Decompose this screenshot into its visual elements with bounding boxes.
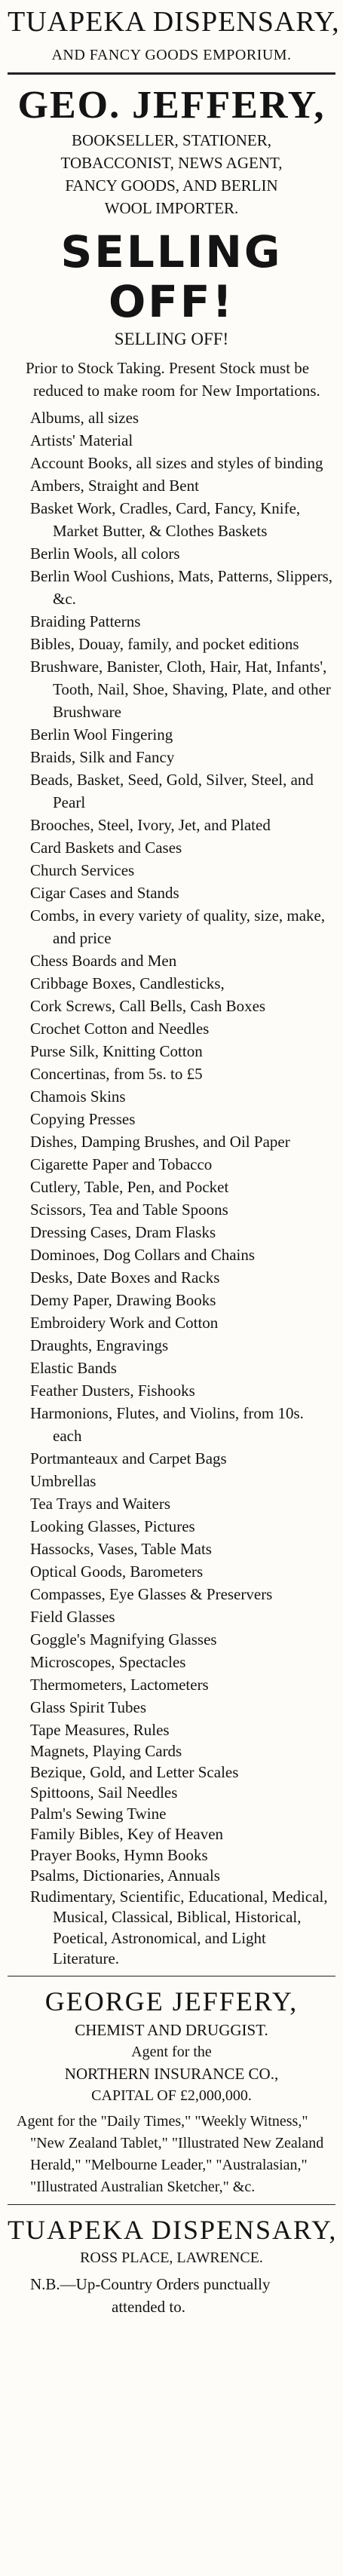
list-item: Concertinas, from 5s. to £5: [30, 1065, 203, 1083]
proprietor-line: TOBACCONIST, NEWS AGENT,: [60, 154, 283, 172]
goods-list-continued: [8, 1741, 335, 1970]
header-title: TUAPEKA DISPENSARY,: [8, 6, 340, 38]
list-item: Cigarette Paper and Tobacco: [30, 1155, 213, 1173]
list-item: Glass Spirit Tubes: [30, 1698, 147, 1716]
footer-title: TUAPEKA DISPENSARY,: [8, 2214, 338, 2245]
list-item: Tape Measures, Rules: [30, 1721, 170, 1739]
list-item: Desks, Date Boxes and Racks: [30, 1268, 220, 1286]
sale-intro: Prior to Stock Taking. Present Stock must be reduced to make room for New Importations.: [26, 359, 320, 400]
list-item: Ambers, Straight and Bent: [30, 477, 199, 495]
sale-subline: SELLING OFF!: [114, 330, 229, 348]
list-item: Goggle's Magnifying Glasses: [30, 1630, 217, 1648]
header-subtitle: AND FANCY GOODS EMPORIUM.: [51, 47, 292, 63]
list-item: Field Glasses: [30, 1608, 115, 1626]
list-item: Microscopes, Spectacles: [30, 1653, 186, 1671]
list-item: Crochet Cotton and Needles: [30, 1020, 210, 1038]
list-item: Berlin Wool Fingering: [30, 725, 173, 744]
list-item: Optical Goods, Barometers: [30, 1562, 204, 1581]
divider: [8, 72, 335, 75]
sale-headline: SELLING OFF!: [60, 226, 283, 327]
list-item: Compasses, Eye Glasses & Preservers: [30, 1585, 273, 1603]
footer-address: ROSS PLACE, LAWRENCE.: [80, 2249, 263, 2266]
insurance-capital: CAPITAL OF £2,000,000.: [91, 2087, 252, 2104]
list-item: Copying Presses: [30, 1110, 136, 1128]
list-item: Psalms, Dictionaries, Annuals: [30, 1866, 220, 1884]
list-item: Magnets, Playing Cards: [30, 1742, 182, 1760]
list-item: Basket Work, Cradles, Card, Fancy, Knife, Market Butter, & Clothes Baskets: [30, 499, 301, 540]
list-item: Hassocks, Vases, Table Mats: [30, 1540, 212, 1558]
list-item: Prayer Books, Hymn Books: [30, 1845, 208, 1864]
footer-note: N.B.—Up-Country Orders punctually: [30, 2274, 271, 2293]
list-item: Combs, in every variety of quality, size, make, and price: [30, 906, 326, 947]
list-item: Purse Silk, Knitting Cotton: [30, 1042, 203, 1060]
advertisement: [0, 5, 343, 2576]
list-item: Demy Paper, Drawing Books: [30, 1291, 216, 1309]
list-item: Family Bibles, Key of Heaven: [30, 1825, 224, 1843]
list-item: Brooches, Steel, Ivory, Jet, and Plated: [30, 816, 271, 834]
list-item: Harmonions, Flutes, and Violins, from 10s. each: [30, 1404, 304, 1445]
footer-note-continued: attended to.: [112, 2297, 185, 2316]
list-item: Bibles, Douay, family, and pocket editions: [30, 635, 299, 653]
list-item: Looking Glasses, Pictures: [30, 1517, 195, 1535]
list-item: Portmanteaux and Carpet Bags: [30, 1449, 227, 1467]
list-item: Palm's Sewing Twine: [30, 1804, 167, 1823]
list-item: Cutlery, Table, Pen, and Pocket: [30, 1178, 229, 1196]
list-item: Cork Screws, Call Bells, Cash Boxes: [30, 997, 266, 1015]
list-item: Church Services: [30, 861, 135, 879]
list-item: Tea Trays and Waiters: [30, 1495, 171, 1513]
list-item: Beads, Basket, Seed, Gold, Silver, Steel, and Pearl: [30, 771, 314, 811]
proprietor-name: GEO. JEFFERY,: [17, 84, 326, 127]
list-item: Thermometers, Lactometers: [30, 1676, 209, 1694]
list-item: Chess Boards and Men: [30, 952, 177, 970]
goods-list: [8, 406, 335, 1741]
proprietor-lines: [8, 129, 335, 219]
list-item: Card Baskets and Cases: [30, 839, 182, 857]
list-item: Artists' Material: [30, 431, 133, 449]
list-item: Elastic Bands: [30, 1359, 117, 1377]
list-item: Chamois Skins: [30, 1087, 126, 1106]
list-item: Braiding Patterns: [30, 612, 141, 630]
footer-role: CHEMIST AND DRUGGIST.: [75, 2020, 268, 2039]
agent-for-label: Agent for the: [131, 2043, 212, 2060]
list-item: Rudimentary, Scientific, Educational, Medical, Musical, Classical, Biblical, Historical, Poetical, Astronomical, and Light Literature.: [30, 1887, 328, 1967]
list-item: Umbrellas: [30, 1472, 96, 1490]
list-item: Bezique, Gold, and Letter Scales: [30, 1762, 239, 1781]
list-item: Brushware, Banister, Cloth, Hair, Hat, Infants', Tooth, Nail, Shoe, Shaving, Plate, and other Brushware: [30, 658, 331, 721]
list-item: Berlin Wools, all colors: [30, 544, 180, 563]
proprietor-line: FANCY GOODS, AND BERLIN: [65, 176, 278, 195]
newspaper-agent-text: Agent for the "Daily Times," "Weekly Witness," "New Zealand Tablet," "Illustrated New Zealand Herald," "Melbourne Leader," "Australasian," "Illustrated Australian Sketcher," &c.: [17, 2112, 324, 2195]
list-item: Dressing Cases, Dram Flasks: [30, 1223, 216, 1241]
list-item: Dishes, Damping Brushes, and Oil Paper: [30, 1133, 290, 1151]
list-item: Albums, all sizes: [30, 409, 139, 427]
list-item: Embroidery Work and Cotton: [30, 1314, 219, 1332]
list-item: Draughts, Engravings: [30, 1336, 169, 1354]
list-item: Scissors, Tea and Table Spoons: [30, 1201, 228, 1219]
list-item: Feather Dusters, Fishooks: [30, 1382, 195, 1400]
proprietor-line: WOOL IMPORTER.: [104, 199, 239, 217]
list-item: Account Books, all sizes and styles of binding: [30, 454, 323, 472]
footer-name: GEORGE JEFFERY,: [44, 1986, 299, 2016]
list-item: Dominoes, Dog Collars and Chains: [30, 1246, 256, 1264]
proprietor-line: BOOKSELLER, STATIONER,: [72, 131, 271, 149]
insurance-company: NORTHERN INSURANCE CO.,: [64, 2064, 279, 2083]
list-item: Cigar Cases and Stands: [30, 884, 179, 902]
list-item: Spittoons, Sail Needles: [30, 1783, 178, 1802]
list-item: Braids, Silk and Fancy: [30, 748, 175, 766]
list-item: Cribbage Boxes, Candlesticks,: [30, 974, 225, 992]
divider: [8, 2204, 335, 2205]
list-item: Berlin Wool Cushions, Mats, Patterns, Slippers, &c.: [30, 567, 333, 608]
